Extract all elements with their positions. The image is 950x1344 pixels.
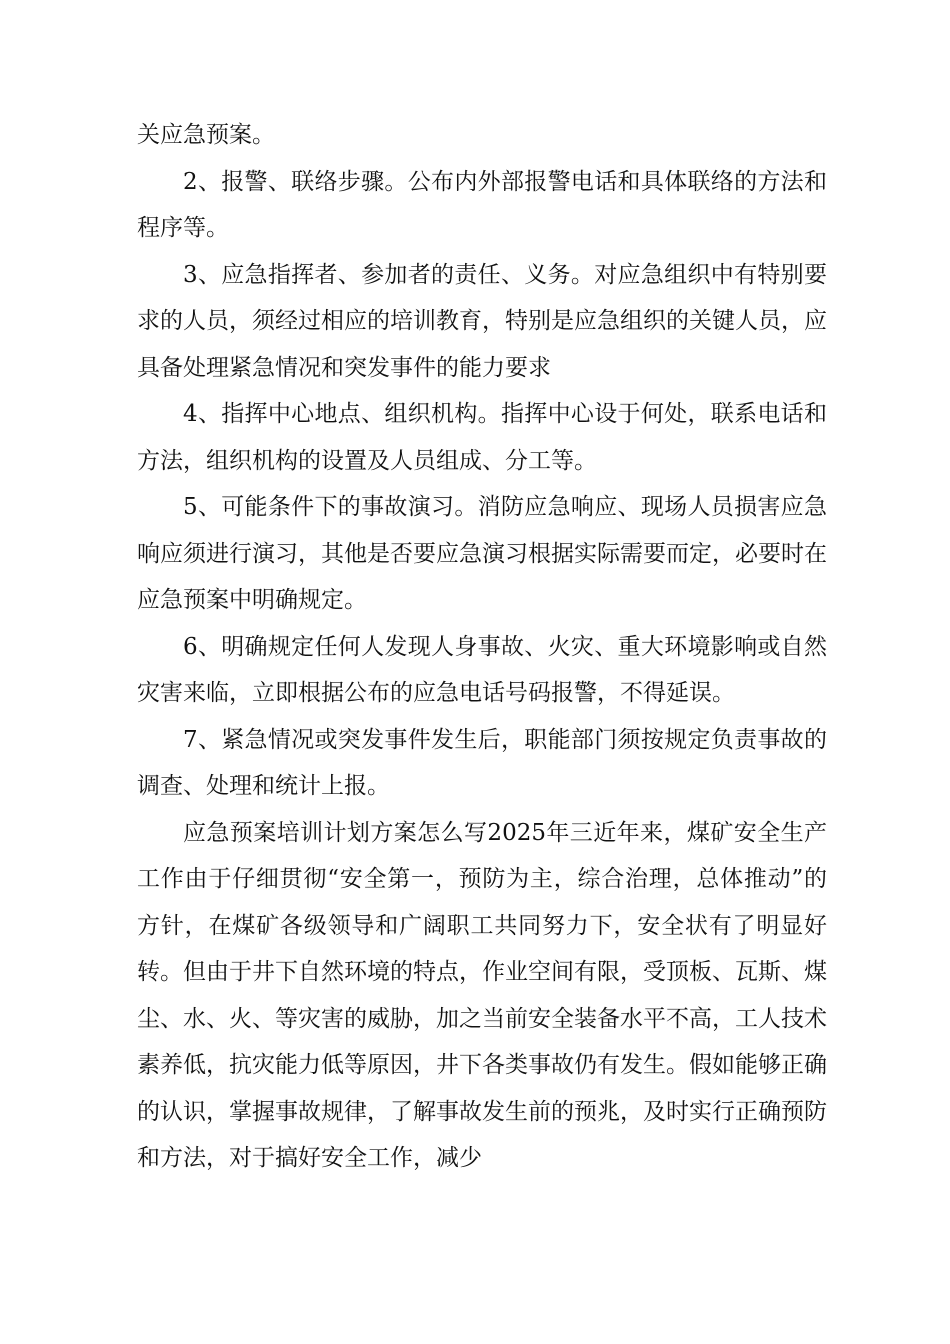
document-body [137, 112, 827, 1182]
paragraph-training-plan: 应急预案培训计划方案怎么写2025年三近年来，煤矿安全生产工作由于仔细贯彻“安全第一，预防为主，综合治理，总体推动”的方针，在煤矿各级领导和广阔职工共同努力下，安全状有了明显好转。但由于井下自然环境的特点，作业空间有限，受顶板、瓦斯、煤尘、水、火、等灾害的威胁，加之当前安全装备水平不高，工人技术素养低，抗灾能力低等原因，井下各类事故仍有发生。假如能够正确的认识，掌握事故规律，了解事故发生前的预兆，及时实行正确预防和方法，对于搞好安全工作，减少 [137, 819, 827, 1171]
paragraph-item-3: 3、应急指挥者、参加者的责任、义务。对应急组织中有特别要求的人员，须经过相应的培训教育，特别是应急组织的关键人员，应具备处理紧急情况和突发事件的能力要求 [137, 261, 827, 381]
paragraph-item-5: 5、可能条件下的事故演习。消防应急响应、现场人员损害应急响应须进行演习，其他是否要应急演习根据实际需要而定，必要时在应急预案中明确规定。 [137, 494, 827, 613]
paragraph-item-6: 6、明确规定任何人发现人身事故、火灾、重大环境影响或自然灾害来临，立即根据公布的应急电话号码报警，不得延误。 [137, 633, 827, 706]
paragraph-item-7: 7、紧急情况或突发事件发生后，职能部门须按规定负责事故的调查、处理和统计上报。 [137, 726, 827, 799]
paragraph-item-4: 4、指挥中心地点、组织机构。指挥中心设于何处，联系电话和方法，组织机构的设置及人员组成、分工等。 [137, 401, 827, 474]
paragraph-continuation: 关应急预案。 [137, 122, 275, 148]
paragraph-item-2: 2、报警、联络步骤。公布内外部报警电话和具体联络的方法和程序等。 [137, 168, 827, 241]
